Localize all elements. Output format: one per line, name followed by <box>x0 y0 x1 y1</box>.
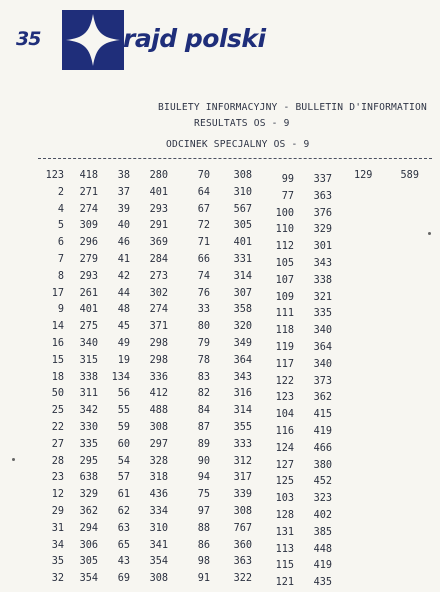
table-cell: 275 <box>79 321 98 333</box>
table-cell: 91 <box>197 573 210 585</box>
table-cell: 336 <box>149 371 168 383</box>
table-cell: 355 <box>233 421 252 433</box>
table-cell: 308 <box>149 573 168 585</box>
table-cell: 341 <box>149 539 168 551</box>
table-cell: 49 <box>117 337 130 349</box>
table-cell: 323 <box>313 493 332 505</box>
table-cell: 44 <box>117 287 130 299</box>
table-cell: 123 <box>45 170 64 181</box>
table-cell: 448 <box>313 543 332 555</box>
table-cell: 340 <box>79 337 98 349</box>
table-cell: 364 <box>313 341 332 353</box>
table-cell: 80 <box>197 321 210 333</box>
table-cell: 98 <box>197 556 210 568</box>
table-cell: 109 <box>275 291 294 303</box>
table-cell: 305 <box>233 220 252 232</box>
table-cell: 329 <box>313 224 332 236</box>
table-cell: 280 <box>149 170 168 181</box>
table-cell: 338 <box>313 274 332 286</box>
table-cell: 418 <box>79 170 98 181</box>
table-cell: 293 <box>149 203 168 215</box>
table-cell: 28 <box>51 455 64 467</box>
table-cell: 343 <box>313 257 332 269</box>
table-cell: 295 <box>79 455 98 467</box>
table-cell: 125 <box>275 476 294 488</box>
table-cell: 273 <box>149 270 168 282</box>
logo-number: 35 <box>16 28 41 50</box>
table-cell: 402 <box>313 509 332 521</box>
table-cell: 308 <box>233 505 252 517</box>
table-cell: 41 <box>117 253 130 265</box>
table-cell: 314 <box>233 270 252 282</box>
results-column <box>260 172 294 592</box>
table-cell: 284 <box>149 253 168 265</box>
table-cell: 312 <box>233 455 252 467</box>
table-cell: 371 <box>149 321 168 333</box>
table-cell: 84 <box>197 405 210 417</box>
table-cell: 54 <box>117 455 130 467</box>
table-cell: 8 <box>57 270 64 282</box>
table-cell: 369 <box>149 237 168 249</box>
table-cell: 88 <box>197 522 210 534</box>
table-cell: 61 <box>117 489 130 501</box>
table-cell: 363 <box>233 556 252 568</box>
table-cell: 373 <box>313 375 332 387</box>
table-cell: 17 <box>51 287 64 299</box>
table-cell: 309 <box>79 220 98 232</box>
table-cell: 301 <box>313 241 332 253</box>
table-cell: 103 <box>275 493 294 505</box>
table-cell: 71 <box>197 237 210 249</box>
table-cell: 122 <box>275 375 294 387</box>
table-cell: 79 <box>197 337 210 349</box>
table-cell: 50 <box>51 388 64 400</box>
table-cell: 16 <box>51 337 64 349</box>
table-cell: 362 <box>79 505 98 517</box>
table-cell: 134 <box>111 371 130 383</box>
margin-mark <box>12 458 15 461</box>
table-cell: 308 <box>233 170 252 181</box>
table-cell: 64 <box>197 186 210 198</box>
table-cell: 23 <box>51 472 64 484</box>
table-cell: 305 <box>79 556 98 568</box>
table-cell: 298 <box>149 337 168 349</box>
table-cell: 261 <box>79 287 98 299</box>
table-cell: 82 <box>197 388 210 400</box>
table-cell: 363 <box>313 190 332 202</box>
table-cell: 4 <box>57 203 64 215</box>
table-cell: 274 <box>149 304 168 316</box>
rally-star-logo-icon <box>62 10 124 70</box>
table-cell: 310 <box>149 522 168 534</box>
table-cell: 18 <box>51 371 64 383</box>
table-cell: 70 <box>197 170 210 181</box>
table-cell: 107 <box>275 274 294 286</box>
table-cell: 65 <box>117 539 130 551</box>
table-cell: 37 <box>117 186 130 198</box>
table-cell: 31 <box>51 522 64 534</box>
table-cell: 22 <box>51 421 64 433</box>
table-cell: 401 <box>233 237 252 249</box>
table-cell: 385 <box>313 526 332 538</box>
table-cell: 97 <box>197 505 210 517</box>
table-cell: 435 <box>313 577 332 589</box>
table-cell: 349 <box>233 337 252 349</box>
table-cell: 123 <box>275 392 294 404</box>
table-cell: 116 <box>275 425 294 437</box>
extra-time: 589 <box>400 170 419 181</box>
table-cell: 19 <box>117 354 130 366</box>
table-cell: 43 <box>117 556 130 568</box>
table-cell: 72 <box>197 220 210 232</box>
table-cell: 358 <box>233 304 252 316</box>
table-cell: 466 <box>313 442 332 454</box>
table-cell: 329 <box>79 489 98 501</box>
table-cell: 343 <box>233 371 252 383</box>
table-cell: 69 <box>117 573 130 585</box>
table-cell: 127 <box>275 459 294 471</box>
table-cell: 62 <box>117 505 130 517</box>
table-cell: 124 <box>275 442 294 454</box>
table-cell: 321 <box>313 291 332 303</box>
table-cell: 60 <box>117 438 130 450</box>
results-column <box>298 172 332 592</box>
results-column <box>176 168 210 588</box>
table-cell: 87 <box>197 421 210 433</box>
results-column <box>218 168 252 588</box>
table-cell: 46 <box>117 237 130 249</box>
table-cell: 362 <box>313 392 332 404</box>
table-cell: 340 <box>313 358 332 370</box>
table-cell: 337 <box>313 174 332 185</box>
table-cell: 311 <box>79 388 98 400</box>
table-cell: 105 <box>275 257 294 269</box>
table-cell: 318 <box>149 472 168 484</box>
table-cell: 2 <box>57 186 64 198</box>
table-cell: 78 <box>197 354 210 366</box>
table-cell: 328 <box>149 455 168 467</box>
table-cell: 119 <box>275 341 294 353</box>
table-cell: 27 <box>51 438 64 450</box>
table-cell: 316 <box>233 388 252 400</box>
table-cell: 298 <box>149 354 168 366</box>
table-cell: 307 <box>233 287 252 299</box>
table-cell: 419 <box>313 425 332 437</box>
table-cell: 334 <box>149 505 168 517</box>
table-cell: 340 <box>313 325 332 337</box>
table-cell: 94 <box>197 472 210 484</box>
table-cell: 302 <box>149 287 168 299</box>
table-cell: 67 <box>197 203 210 215</box>
table-cell: 115 <box>275 560 294 572</box>
table-cell: 308 <box>149 421 168 433</box>
table-cell: 99 <box>281 174 294 185</box>
table-cell: 86 <box>197 539 210 551</box>
table-cell: 55 <box>117 405 130 417</box>
table-cell: 342 <box>79 405 98 417</box>
margin-mark <box>428 232 431 235</box>
table-cell: 419 <box>313 560 332 572</box>
results-column <box>30 168 64 588</box>
table-cell: 104 <box>275 409 294 421</box>
table-cell: 331 <box>233 253 252 265</box>
table-cell: 315 <box>79 354 98 366</box>
table-cell: 131 <box>275 526 294 538</box>
table-cell: 118 <box>275 325 294 337</box>
table-cell: 291 <box>149 220 168 232</box>
table-cell: 63 <box>117 522 130 534</box>
table-cell: 25 <box>51 405 64 417</box>
results-column <box>64 168 98 588</box>
table-cell: 39 <box>117 203 130 215</box>
table-cell: 354 <box>79 573 98 585</box>
table-cell: 112 <box>275 241 294 253</box>
table-cell: 364 <box>233 354 252 366</box>
results-subtitle: RESULTATS OS - 9 <box>194 118 290 129</box>
table-cell: 121 <box>275 577 294 589</box>
stage-title: ODCINEK SPECJALNY OS - 9 <box>166 139 310 150</box>
table-cell: 100 <box>275 207 294 219</box>
bulletin-title: BIULETY INFORMACYJNY - BULLETIN D'INFORMATION <box>158 102 427 113</box>
table-cell: 297 <box>149 438 168 450</box>
table-cell: 567 <box>233 203 252 215</box>
table-cell: 452 <box>313 476 332 488</box>
table-cell: 322 <box>233 573 252 585</box>
table-cell: 66 <box>197 253 210 265</box>
table-cell: 75 <box>197 489 210 501</box>
table-cell: 111 <box>275 308 294 320</box>
table-cell: 29 <box>51 505 64 517</box>
results-column <box>134 168 168 588</box>
extra-car-number: 129 <box>354 170 373 181</box>
table-cell: 488 <box>149 405 168 417</box>
table-cell: 90 <box>197 455 210 467</box>
table-cell: 306 <box>79 539 98 551</box>
table-cell: 128 <box>275 509 294 521</box>
table-cell: 317 <box>233 472 252 484</box>
table-cell: 638 <box>79 472 98 484</box>
table-cell: 320 <box>233 321 252 333</box>
table-cell: 354 <box>149 556 168 568</box>
table-cell: 376 <box>313 207 332 219</box>
table-cell: 89 <box>197 438 210 450</box>
table-cell: 83 <box>197 371 210 383</box>
table-cell: 113 <box>275 543 294 555</box>
table-cell: 12 <box>51 489 64 501</box>
table-cell: 48 <box>117 304 130 316</box>
table-cell: 14 <box>51 321 64 333</box>
table-cell: 110 <box>275 224 294 236</box>
table-cell: 274 <box>79 203 98 215</box>
table-cell: 32 <box>51 573 64 585</box>
table-cell: 5 <box>57 220 64 232</box>
results-column <box>96 168 130 588</box>
table-cell: 294 <box>79 522 98 534</box>
header-divider <box>38 158 432 159</box>
table-cell: 33 <box>197 304 210 316</box>
table-cell: 34 <box>51 539 64 551</box>
table-cell: 314 <box>233 405 252 417</box>
table-cell: 117 <box>275 358 294 370</box>
table-cell: 335 <box>79 438 98 450</box>
table-cell: 7 <box>57 253 64 265</box>
table-cell: 76 <box>197 287 210 299</box>
table-cell: 271 <box>79 186 98 198</box>
table-cell: 333 <box>233 438 252 450</box>
table-cell: 57 <box>117 472 130 484</box>
table-cell: 339 <box>233 489 252 501</box>
table-cell: 335 <box>313 308 332 320</box>
table-cell: 6 <box>57 237 64 249</box>
table-cell: 401 <box>79 304 98 316</box>
logo-text: rajd polski <box>123 24 266 53</box>
table-cell: 74 <box>197 270 210 282</box>
table-cell: 40 <box>117 220 130 232</box>
table-cell: 380 <box>313 459 332 471</box>
table-cell: 45 <box>117 321 130 333</box>
table-cell: 77 <box>281 190 294 202</box>
extra-result <box>350 170 419 181</box>
table-cell: 401 <box>149 186 168 198</box>
table-cell: 360 <box>233 539 252 551</box>
table-cell: 412 <box>149 388 168 400</box>
table-cell: 59 <box>117 421 130 433</box>
table-cell: 38 <box>117 170 130 181</box>
table-cell: 415 <box>313 409 332 421</box>
table-cell: 35 <box>51 556 64 568</box>
table-cell: 293 <box>79 270 98 282</box>
table-cell: 15 <box>51 354 64 366</box>
table-cell: 330 <box>79 421 98 433</box>
table-cell: 9 <box>57 304 64 316</box>
table-cell: 279 <box>79 253 98 265</box>
table-cell: 338 <box>79 371 98 383</box>
table-cell: 436 <box>149 489 168 501</box>
table-cell: 310 <box>233 186 252 198</box>
table-cell: 767 <box>233 522 252 534</box>
table-cell: 56 <box>117 388 130 400</box>
table-cell: 42 <box>117 270 130 282</box>
table-cell: 296 <box>79 237 98 249</box>
